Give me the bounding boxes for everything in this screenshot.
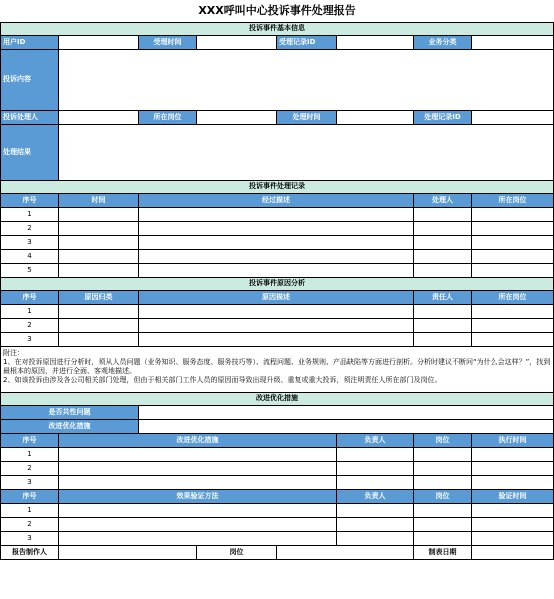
notes-line-2: 2、如该投诉由涉及各公司相关部门处理，但由于相关部门工作人员的原因而导致出现升级、重复或重大投诉，须注明责任人所在部门及岗位。 (3, 375, 442, 384)
cell[interactable] (414, 517, 472, 531)
row-index: 3 (1, 235, 59, 249)
report-title: XXX呼叫中心投诉事件处理报告 (198, 4, 356, 18)
author-label: 报告制作人 (1, 545, 59, 559)
cell[interactable] (414, 249, 472, 263)
cell[interactable] (59, 318, 139, 332)
verify-header-method: 效果验证方法 (59, 489, 337, 503)
row-index: 1 (1, 503, 59, 517)
table-row (1, 447, 554, 461)
cell[interactable] (139, 235, 414, 249)
cell[interactable] (139, 249, 414, 263)
verify-header-post: 岗位 (414, 489, 472, 503)
cell[interactable] (414, 332, 472, 346)
improve-header-time: 执行时间 (472, 433, 554, 447)
cause-header-category: 原因归类 (59, 290, 139, 304)
cell[interactable] (337, 475, 414, 489)
cell[interactable] (59, 249, 139, 263)
cell[interactable] (59, 461, 337, 475)
cell[interactable] (472, 531, 554, 545)
cell[interactable] (337, 447, 414, 461)
business-category-cell[interactable] (472, 35, 554, 49)
cell[interactable] (472, 503, 554, 517)
result-label: 处理结果 (1, 124, 59, 180)
cell[interactable] (337, 517, 414, 531)
cell[interactable] (414, 207, 472, 221)
table-row (1, 531, 554, 545)
cell[interactable] (414, 475, 472, 489)
cell[interactable] (59, 221, 139, 235)
table-row (1, 503, 554, 517)
row-index: 3 (1, 475, 59, 489)
process-header-time: 时间 (59, 193, 139, 207)
business-category-label: 业务分类 (414, 35, 472, 49)
cell[interactable] (139, 221, 414, 235)
cell[interactable] (472, 304, 554, 318)
date-label: 制表日期 (414, 545, 472, 559)
cell[interactable] (337, 503, 414, 517)
complaint-content-cell[interactable] (59, 49, 554, 110)
cell[interactable] (472, 517, 554, 531)
table-row (1, 332, 554, 346)
cell[interactable] (472, 332, 554, 346)
handle-time-label: 处理时间 (277, 110, 337, 124)
user-id-cell[interactable] (59, 35, 139, 49)
need-improve-label: 改进优化措施 (1, 419, 139, 433)
row-index: 2 (1, 221, 59, 235)
verify-header-owner: 负责人 (337, 489, 414, 503)
table-row (1, 249, 554, 263)
complaint-content-label: 投诉内容 (1, 49, 59, 110)
cell[interactable] (139, 304, 414, 318)
process-header-index: 序号 (1, 193, 59, 207)
table-row (1, 461, 554, 475)
cell[interactable] (472, 461, 554, 475)
date-cell[interactable] (472, 545, 554, 559)
common-issue-cell[interactable] (139, 405, 554, 419)
author-cell[interactable] (59, 545, 197, 559)
cell[interactable] (139, 318, 414, 332)
row-index: 2 (1, 461, 59, 475)
row-index: 1 (1, 304, 59, 318)
table-row (1, 235, 554, 249)
accept-record-id-label: 受理记录ID (277, 35, 337, 49)
row-index: 2 (1, 517, 59, 531)
cell[interactable] (337, 461, 414, 475)
cause-header-post: 所在岗位 (472, 290, 554, 304)
section-basic-info: 投诉事件基本信息 (1, 22, 554, 35)
cell[interactable] (59, 503, 337, 517)
handle-record-id-label: 处理记录ID (414, 110, 472, 124)
common-issue-label: 是否共性问题 (1, 405, 139, 419)
improve-header-post: 岗位 (414, 433, 472, 447)
table-row (1, 304, 554, 318)
table-row (1, 475, 554, 489)
section-cause-analysis: 投诉事件原因分析 (1, 277, 554, 290)
cell[interactable] (472, 235, 554, 249)
process-header-handler: 处理人 (414, 193, 472, 207)
table-row (1, 207, 554, 221)
cell[interactable] (59, 332, 139, 346)
cell[interactable] (472, 207, 554, 221)
accept-time-label: 受理时间 (139, 35, 197, 49)
row-index: 1 (1, 207, 59, 221)
row-index: 1 (1, 447, 59, 461)
post-cell[interactable] (277, 545, 414, 559)
handler-post-label: 所在岗位 (139, 110, 197, 124)
row-index: 3 (1, 531, 59, 545)
cell[interactable] (472, 447, 554, 461)
cell[interactable] (139, 263, 414, 277)
accept-time-cell[interactable] (197, 35, 277, 49)
cell[interactable] (59, 447, 337, 461)
cell[interactable] (414, 263, 472, 277)
cause-header-description: 原因描述 (139, 290, 414, 304)
cell[interactable] (59, 517, 337, 531)
notes-title: 附注： (3, 348, 24, 357)
cell[interactable] (414, 318, 472, 332)
verify-header-time: 验证时间 (472, 489, 554, 503)
process-header-post: 所在岗位 (472, 193, 554, 207)
need-improve-cell[interactable] (139, 419, 554, 433)
cause-header-owner: 责任人 (414, 290, 472, 304)
cell[interactable] (59, 263, 139, 277)
cell[interactable] (414, 447, 472, 461)
cell[interactable] (59, 207, 139, 221)
cell[interactable] (139, 207, 414, 221)
cell[interactable] (472, 318, 554, 332)
row-index: 5 (1, 263, 59, 277)
table-row (1, 263, 554, 277)
handler-post-cell[interactable] (197, 110, 277, 124)
table-row (1, 318, 554, 332)
handle-time-cell[interactable] (337, 110, 414, 124)
verify-header-index: 序号 (1, 489, 59, 503)
cell[interactable] (59, 304, 139, 318)
row-index: 2 (1, 318, 59, 332)
cell[interactable] (472, 263, 554, 277)
table-row (1, 517, 554, 531)
handler-cell[interactable] (59, 110, 139, 124)
handler-label: 投诉处理人 (1, 110, 59, 124)
cause-header-index: 序号 (1, 290, 59, 304)
cell[interactable] (414, 221, 472, 235)
row-index: 4 (1, 249, 59, 263)
cell[interactable] (337, 531, 414, 545)
cell[interactable] (472, 249, 554, 263)
notes-block (1, 346, 554, 392)
improve-header-owner: 负责人 (337, 433, 414, 447)
user-id-label: 用户ID (1, 35, 59, 49)
handle-record-id-cell[interactable] (472, 110, 554, 124)
row-index: 3 (1, 332, 59, 346)
cell[interactable] (414, 304, 472, 318)
process-header-description: 经过描述 (139, 193, 414, 207)
cell[interactable] (59, 235, 139, 249)
improve-header-measure: 改进优化措施 (59, 433, 337, 447)
cell[interactable] (414, 531, 472, 545)
section-process-record: 投诉事件处理记录 (1, 180, 554, 193)
cell[interactable] (59, 475, 337, 489)
cell[interactable] (139, 332, 414, 346)
table-row (1, 221, 554, 235)
cell[interactable] (414, 503, 472, 517)
cell[interactable] (472, 475, 554, 489)
section-improvement: 改进优化措施 (1, 392, 554, 405)
accept-record-id-cell[interactable] (337, 35, 414, 49)
notes-line-1: 1、在对投诉原因进行分析时，须从人员问题（业务知识、服务态度、服务技巧等）、流程问题、业务规则、产品缺陷等方面进行剖析。分析时建议不断问“为什么会这样？”，找到最根本的原因，并进行全面、客观地描述。 (3, 357, 551, 375)
improve-header-index: 序号 (1, 433, 59, 447)
cell[interactable] (59, 531, 337, 545)
cell[interactable] (414, 461, 472, 475)
result-cell[interactable] (59, 124, 554, 180)
cell[interactable] (472, 221, 554, 235)
cell[interactable] (414, 235, 472, 249)
post-label: 岗位 (197, 545, 277, 559)
